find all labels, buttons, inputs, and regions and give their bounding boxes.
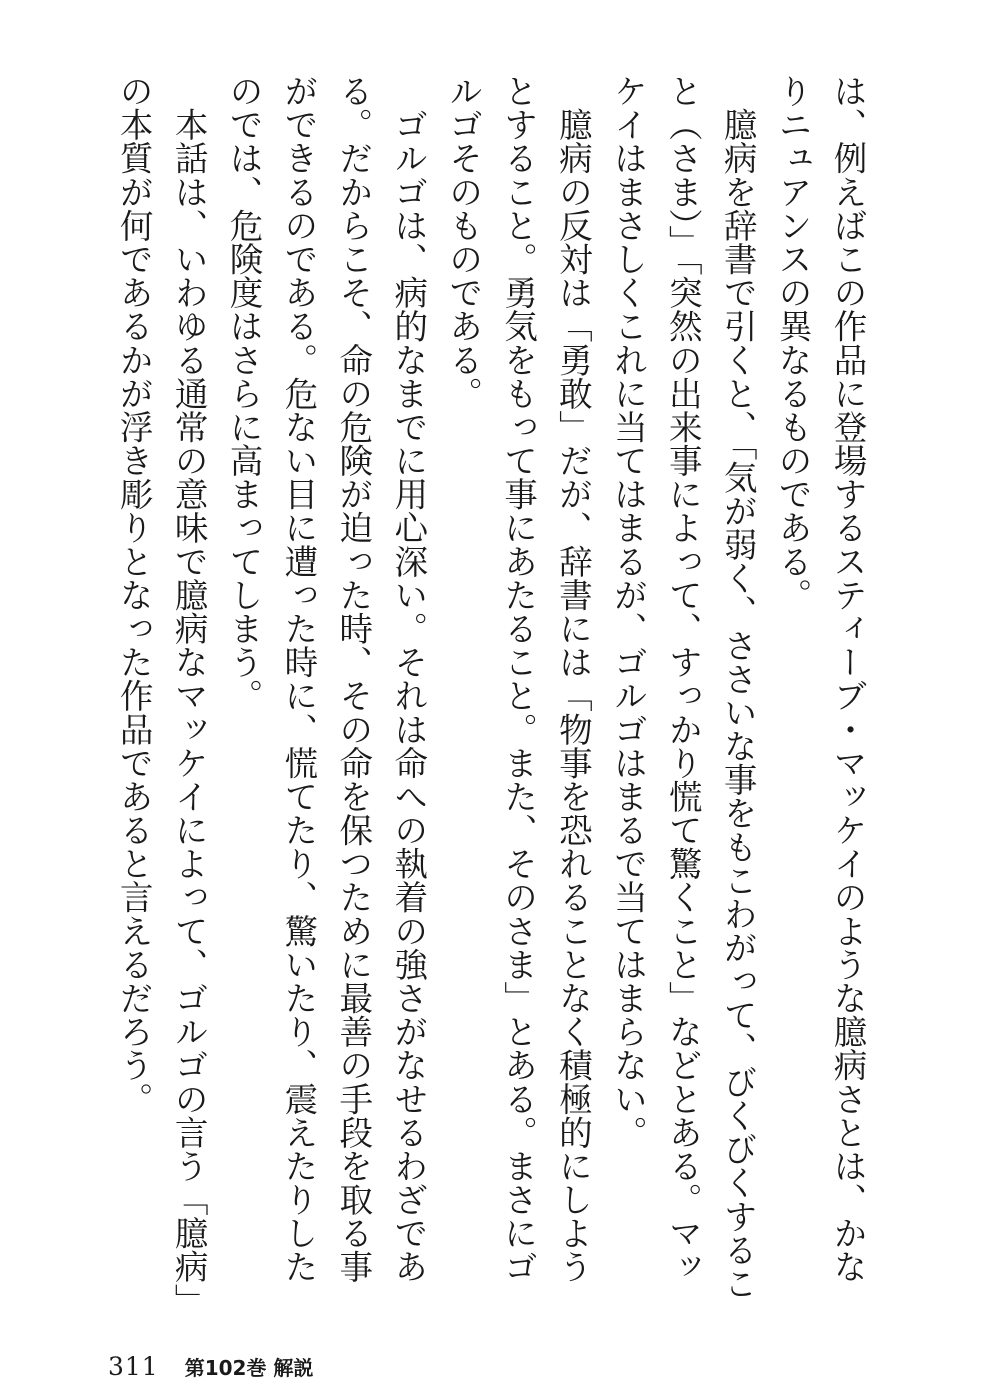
text-line: は、例えばこの作品に登場するスティーブ・マッケイのような臆病さとは、かな (828, 74, 867, 1284)
text-line: のでは、危険度はさらに高まってしまう。 (224, 74, 264, 713)
text-line: とすること。勇気をもって事にあたること。また、そのさま」とある。まさにゴ (498, 74, 538, 1284)
text-line: 臆病の反対は「勇敢」だが、辞書には「物事を恐れることなく積極的にしよう (553, 74, 593, 1284)
body-text (105, 74, 874, 1317)
text-line: る。だからこそ、命の危険が迫った時、その命を保つために最善の手段を取る事 (333, 74, 373, 1284)
text-line: ルゴそのものである。 (443, 74, 483, 410)
text-line: ゴルゴは、病的なまでに用心深い。それは命への執着の強さがなせるわざであ (388, 74, 428, 1284)
text-line: 本話は、いわゆる通常の意味で臆病なマッケイによって、ゴルゴの言う「臆病」 (169, 74, 209, 1317)
page-footer (108, 1352, 313, 1381)
text-line: 臆病を辞書で引くと、「気が弱く、ささいな事をもこわがって、びくびくするこ (718, 74, 758, 1301)
text-line: ができるのである。危ない目に遭った時に、慌てたり、驚いたり、震えたりした (278, 74, 318, 1284)
page-number: 311 (108, 1352, 159, 1381)
text-line: の本質が何であるかが浮き彫りとなった作品であると言えるだろう。 (114, 74, 154, 1116)
text-line: ケイはまさしくこれに当てはまるが、ゴルゴはまるで当てはまらない。 (608, 74, 648, 1149)
text-line: と（さま）」「突然の出来事によって、すっかり慌て驚くこと」などとある。マッ (663, 74, 703, 1284)
running-title: 第102巻 解説 (184, 1356, 314, 1380)
text-line: りニュアンスの異なるものである。 (773, 74, 813, 612)
